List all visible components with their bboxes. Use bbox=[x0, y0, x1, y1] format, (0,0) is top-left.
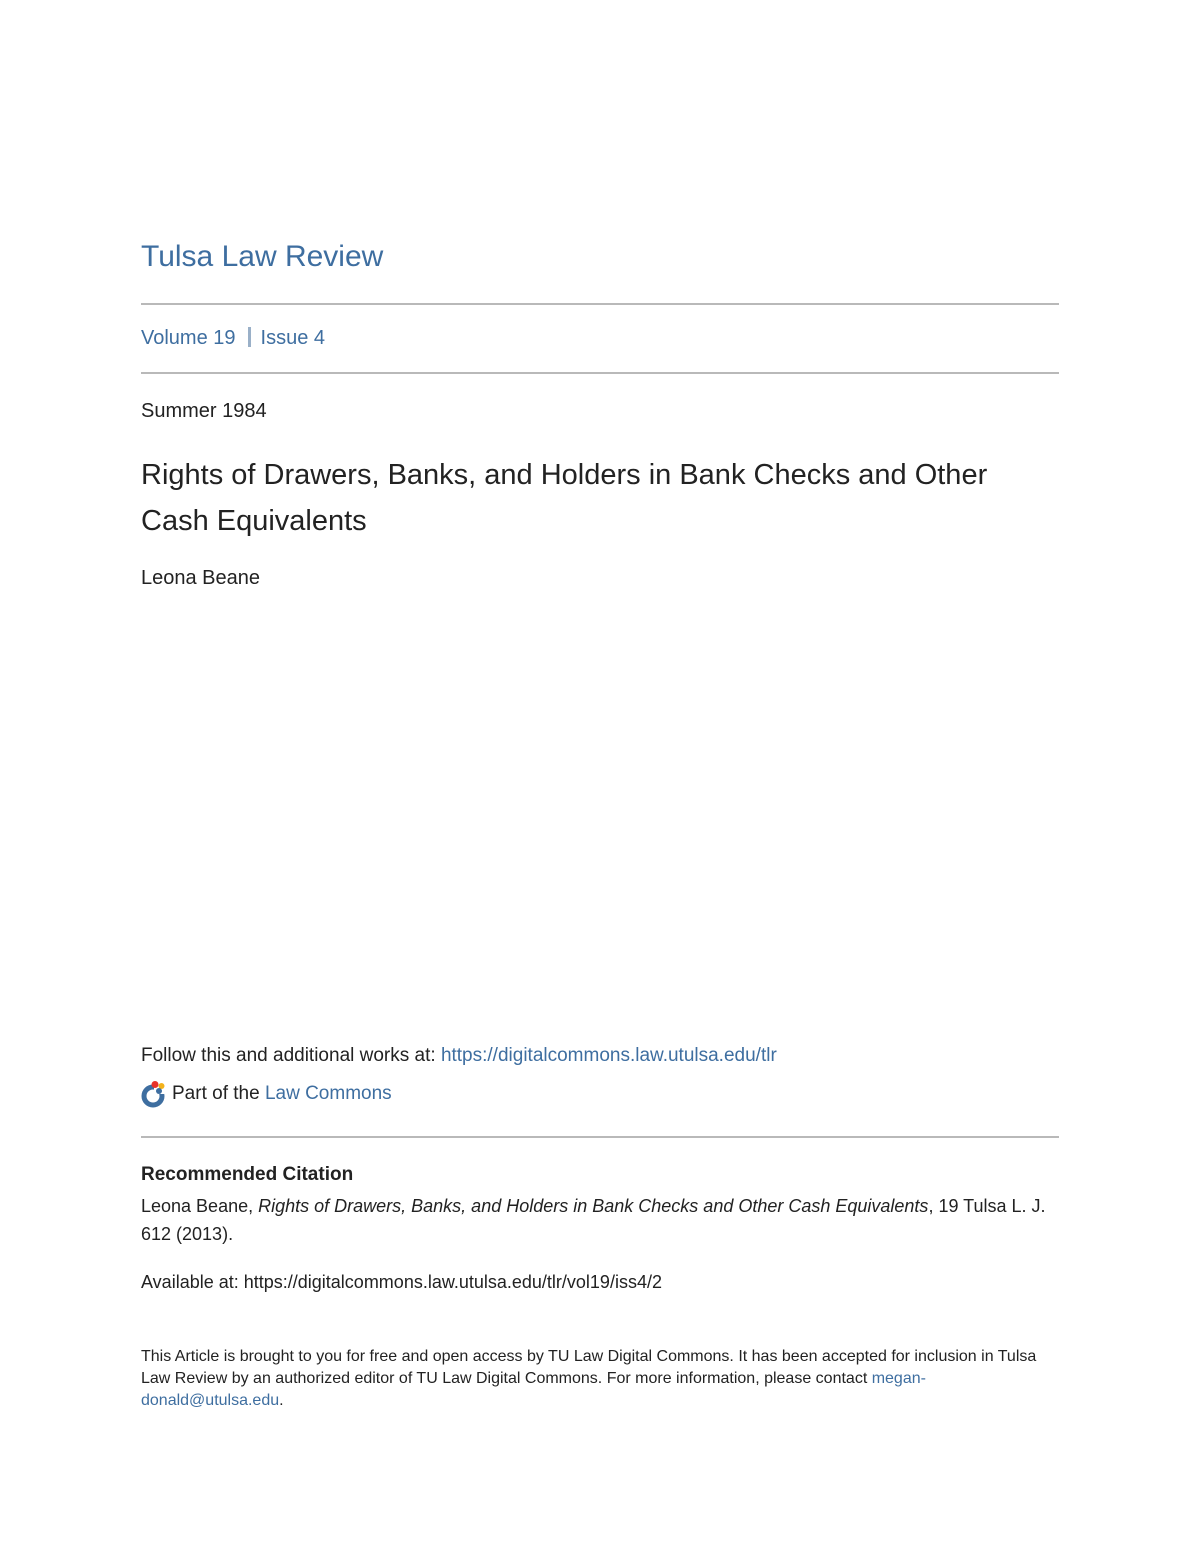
citation-heading: Recommended Citation bbox=[141, 1164, 354, 1185]
follow-label: Follow this and additional works at: bbox=[141, 1045, 441, 1066]
available-label: Available at: bbox=[141, 1272, 244, 1292]
contact-email-link[interactable]: megan-donald@utulsa.edu bbox=[141, 1370, 926, 1409]
volume-issue-line bbox=[141, 327, 325, 350]
available-url: https://digitalcommons.law.utulsa.edu/tlr/vol19/iss4/2 bbox=[243, 1272, 662, 1292]
citation-source: , 19 Tulsa L. J. 612 (2013). bbox=[141, 1196, 1046, 1244]
notice-end: . bbox=[279, 1392, 284, 1409]
divider bbox=[141, 303, 1059, 305]
journal-title-link[interactable]: Tulsa Law Review bbox=[141, 240, 384, 273]
issue-link[interactable]: Issue 4 bbox=[260, 327, 325, 349]
cover-page bbox=[141, 0, 1059, 1553]
volume-link[interactable]: Volume 19 bbox=[141, 327, 236, 349]
separator bbox=[248, 327, 251, 347]
follow-line bbox=[141, 1045, 777, 1067]
access-notice bbox=[141, 1346, 1059, 1412]
part-of-line bbox=[141, 1080, 392, 1108]
citation-title: Rights of Drawers, Banks, and Holders in Bank Checks and Other Cash Equivalents bbox=[258, 1196, 929, 1216]
follow-url-link[interactable]: https://digitalcommons.law.utulsa.edu/tlr bbox=[440, 1045, 777, 1066]
article-title: Rights of Drawers, Banks, and Holders in Bank Checks and Other Cash Equivalents bbox=[141, 459, 988, 537]
citation-author: Leona Beane, bbox=[141, 1196, 259, 1216]
part-of-label: Part of the bbox=[172, 1083, 260, 1104]
article-author: Leona Beane bbox=[141, 567, 261, 589]
bepress-commons-icon bbox=[141, 1080, 167, 1108]
notice-text: This Article is brought to you for free and open access by TU Law Digital Commons. It has been accepted for inclusion in Tulsa Law Review by an authorized editor of TU Law Digital Commons. For more information, please contact bbox=[141, 1348, 1037, 1387]
divider bbox=[141, 372, 1059, 374]
divider bbox=[141, 1136, 1059, 1138]
law-commons-link[interactable]: Law Commons bbox=[264, 1083, 392, 1104]
available-at-line bbox=[141, 1272, 662, 1293]
publication-date: Summer 1984 bbox=[141, 400, 267, 422]
citation-text bbox=[141, 1192, 1059, 1248]
